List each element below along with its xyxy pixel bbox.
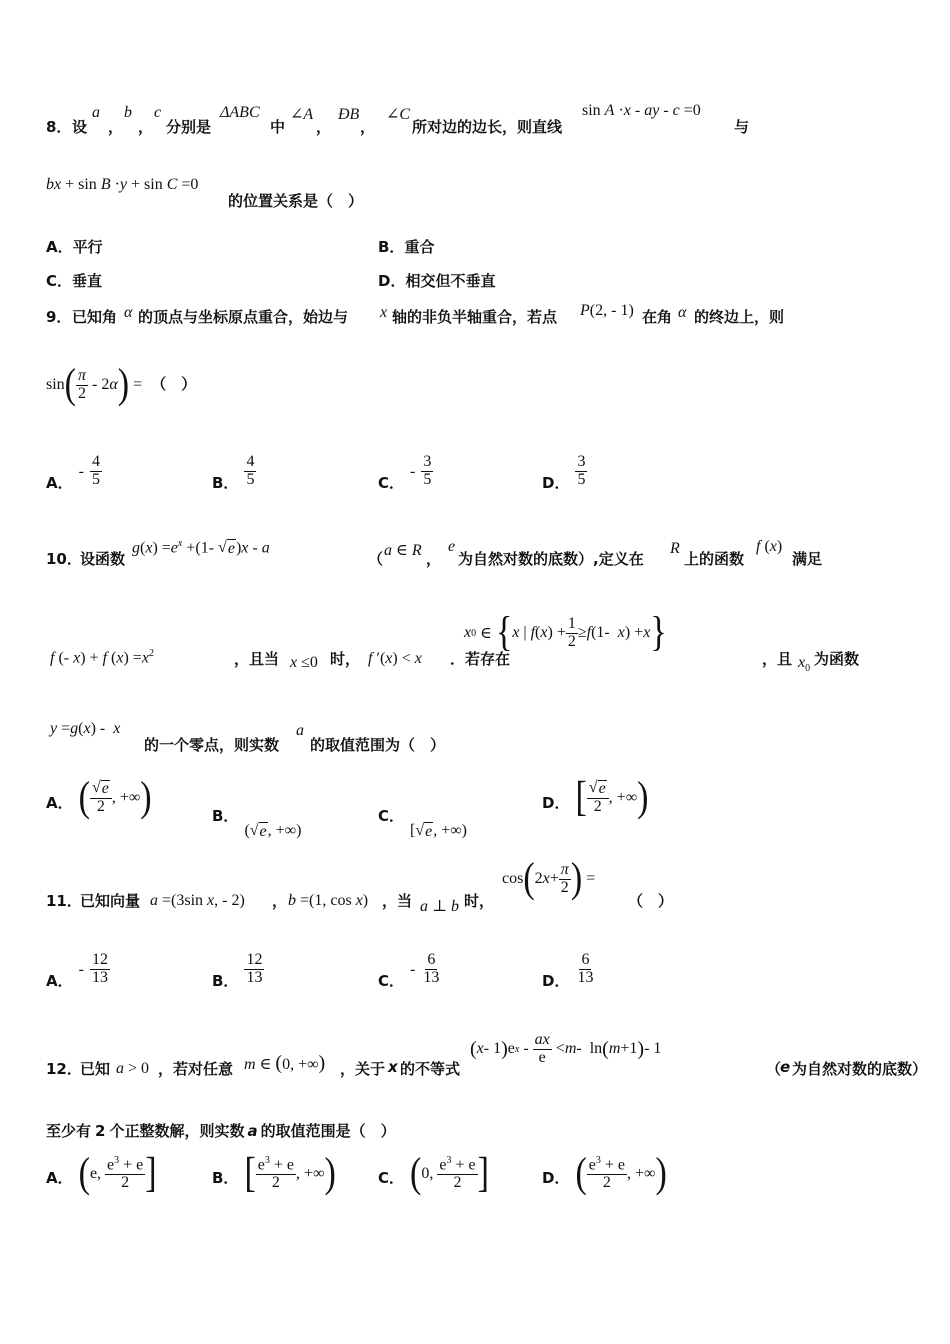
- math-inequality: ( x - 1 ) e x - $\frac{ax}{e}$ < m - ln ( m +1 ) - 1: [470, 1031, 662, 1066]
- comma: ，: [360, 118, 376, 136]
- q12-option-c[interactable]: C． ( 0, $\frac{e^3 + e}{2}$ ]: [378, 1150, 489, 1197]
- q11-option-c[interactable]: C． - $\frac{6}{13}$: [378, 951, 440, 990]
- q8-text-3: 中: [270, 118, 286, 136]
- q10-option-b[interactable]: B． ( √ e , +∞): [212, 807, 302, 840]
- math-triangle-abc: ΔABC: [220, 104, 260, 121]
- math-line-2: bx + sin B ·y + sin C =0: [46, 176, 199, 193]
- math-b: b: [124, 104, 132, 121]
- q9-expression: sin ( $\frac{\pi}{2}$ - 2 α ) = （ ）: [46, 361, 197, 408]
- q12-number: 12．: [46, 1060, 82, 1078]
- q12-line2: 至少有 2 个正整数解，则实数 a 的取值范围是（ ）: [46, 1122, 396, 1140]
- math-cos-expr: cos ( 2 x + $\frac{\pi}{2}$ ) =: [502, 855, 596, 902]
- q10-line2: f (- x) + f $(x) =x^2$ ，且当 x ≤0 时， f ′(x) < x ．若存在 x 0 ∈ { x | f ( x ) + $\frac{1}{2}$ ≥ f (1- x ) + x } ，且 $x_0$ 为函数: [50, 609, 860, 675]
- math-perp: a ⊥ b: [420, 898, 460, 915]
- q11-line: 11． 已知向量 a =(3sin x, - 2) ， b =(1, cos x) ，当 a ⊥ b 时， cos ( 2 x + $\frac{\pi}{2}$ ) = （ ）: [46, 855, 674, 915]
- math-x-le-0: x ≤0: [290, 654, 318, 671]
- comma: ，: [108, 118, 124, 136]
- q12-option-b[interactable]: B． [ $\frac{e^3 + e}{2}$ , +∞ ): [212, 1150, 336, 1197]
- math-r: R: [670, 540, 680, 557]
- q11-option-a[interactable]: A． - $\frac{12}{13}$: [46, 951, 108, 990]
- math-vector-b: b =(1, cos x): [288, 892, 369, 909]
- math-zero: y =g(x) - x: [50, 720, 121, 737]
- q8-option-d[interactable]: D．相交但不垂直: [378, 272, 496, 290]
- math-angle-a: ∠A: [290, 106, 314, 123]
- q10-number: 10．: [46, 550, 82, 568]
- q10-line1: 10． 设函数 $g(x) =e^x +(1-$ √ e )x - a （ a ∈ R ， e 为自然对数的底数）,定义在 R 上的函数 f (x) 满足: [46, 538, 823, 568]
- q9-option-b[interactable]: B． $\frac{4}{5}$: [212, 453, 255, 492]
- math-fprime: f ′(x) < x: [368, 650, 422, 667]
- q9-line1: 9． 已知角 α 的顶点与坐标原点重合，始边与 x 轴的非负半轴重合，若点 P(2, - 1) 在角 α 的终边上，则: [46, 302, 785, 326]
- q11-option-d[interactable]: D． $\frac{6}{13}$: [542, 951, 594, 990]
- q9-number: 9．: [46, 308, 72, 326]
- q8-text-2: 分别是: [166, 118, 212, 136]
- math-set: x 0 ∈ { x | f ( x ) + $\frac{1}{2}$ ≥ f (1- x ) + x }: [464, 609, 667, 656]
- q12-options: [46, 1150, 746, 1212]
- math-c: c: [154, 104, 162, 121]
- q12-line1: 12． 已知 a > 0 ，若对任意 m ∈ (0, +∞) ，关于 x 的不等式 ( x - 1 ) e x - $\frac{ax}{e}$ < m - ln ( m +1 ) - 1 （ e 为自然对数的底数）: [46, 1031, 928, 1078]
- math-vector-a: a =(3sin x, - 2): [150, 892, 245, 909]
- math-m-range: m ∈ (0, +∞): [244, 1052, 326, 1074]
- comma: ，: [138, 118, 154, 136]
- math-a: a: [92, 104, 100, 121]
- q11-number: 11．: [46, 892, 82, 910]
- math-angle-c: ∠C: [386, 106, 411, 123]
- q8-option-a[interactable]: A．平行: [46, 238, 103, 256]
- math-e: e: [448, 538, 456, 555]
- math-fx: f (x): [756, 538, 783, 555]
- math-sin-expr: sin ( $\frac{\pi}{2}$ - 2 α ) =: [46, 361, 143, 408]
- math-angle-b: ÐB: [338, 106, 360, 123]
- q8-text-1: 设: [72, 118, 88, 136]
- math-g: $g(x) =e^x +(1-$ √ e )x - a: [132, 538, 270, 558]
- math-alpha: α: [678, 304, 687, 321]
- q11-option-b[interactable]: B． $\frac{12}{13}$: [212, 951, 263, 990]
- math-a-positive: a > 0: [116, 1060, 150, 1077]
- q10-option-d[interactable]: D． [ √ e 2 , +∞ ): [542, 774, 649, 821]
- math-x0: $x_0$: [798, 654, 811, 675]
- q8-option-b[interactable]: B．重合: [378, 238, 435, 256]
- q12-option-d[interactable]: D． ( $\frac{e^3 + e}{2}$ , +∞ ): [542, 1150, 667, 1197]
- math-x: x: [380, 304, 388, 321]
- math-a-in-r: a ∈ R: [384, 542, 422, 559]
- q12-option-a[interactable]: A． ( e, $\frac{e^3 + e}{2}$ ]: [46, 1150, 157, 1197]
- q10-option-a[interactable]: A． ( √ e 2 , +∞ ): [46, 774, 152, 821]
- q10-options: [46, 774, 746, 840]
- q8-option-c[interactable]: C．垂直: [46, 272, 103, 290]
- math-a: a: [296, 722, 304, 739]
- math-point-p: P(2, - 1): [580, 302, 634, 319]
- q9-option-a[interactable]: A． - $\frac{4}{5}$: [46, 453, 100, 492]
- math-alpha: α: [124, 304, 133, 321]
- q9-option-d[interactable]: D． $\frac{3}{5}$: [542, 453, 586, 492]
- math-line-1: sin A ·x - ay - c =0: [582, 102, 701, 119]
- q8-line2-text: 的位置关系是（ ）: [228, 192, 364, 210]
- q11-options: [46, 948, 746, 998]
- math-f-symmetry: f (- x) + f $(x) =x^2$: [50, 648, 154, 667]
- q9-options: [46, 450, 746, 500]
- comma: ，: [316, 118, 332, 136]
- q10-option-c[interactable]: C． [ √ e , +∞): [378, 807, 467, 840]
- q8-text-5: 与: [734, 118, 750, 136]
- q8-number: 8．: [46, 118, 72, 136]
- q8-text-4: 所对边的边长，则直线: [412, 118, 563, 136]
- q9-option-c[interactable]: C． - $\frac{3}{5}$: [378, 453, 432, 492]
